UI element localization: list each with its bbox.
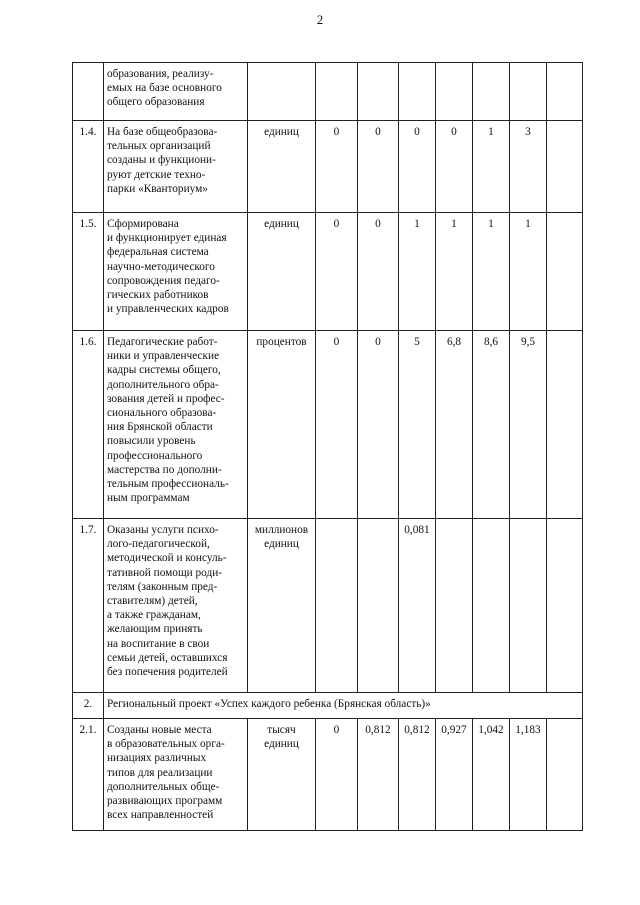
- value-cell: 1: [473, 213, 510, 331]
- value-cell: 1: [473, 121, 510, 213]
- value-cell: [399, 63, 436, 121]
- value-cell: 1,183: [510, 719, 547, 831]
- table-row: [73, 213, 583, 331]
- unit-of-measure: единиц: [248, 213, 316, 331]
- unit-of-measure: тысяч единиц: [248, 719, 316, 831]
- value-cell: 0: [399, 121, 436, 213]
- value-cell: 0,812: [358, 719, 399, 831]
- value-cell: 0: [358, 121, 399, 213]
- indicator-name: образования, реализу- емых на базе основного общего образования: [104, 63, 248, 121]
- value-cell: 0: [358, 331, 399, 519]
- value-cell: [358, 63, 399, 121]
- value-cell: [547, 519, 583, 693]
- table-row: [73, 719, 583, 831]
- indicator-name: На базе общеобразова- тельных организаций созданы и функциони- руют детские техно- парки «Кванториум»: [104, 121, 248, 213]
- unit-of-measure: [248, 63, 316, 121]
- value-cell: 1: [510, 213, 547, 331]
- value-cell: 0: [316, 719, 358, 831]
- value-cell: 0,081: [399, 519, 436, 693]
- table-row: [73, 121, 583, 213]
- value-cell: [547, 121, 583, 213]
- value-cell: [316, 519, 358, 693]
- value-cell: 0: [316, 213, 358, 331]
- value-cell: 5: [399, 331, 436, 519]
- value-cell: 0: [436, 121, 473, 213]
- table-row: [73, 331, 583, 519]
- indicator-name: Созданы новые места в образовательных орга- низациях различных типов для реализации дополнительных обще- развивающих программ всех направленностей: [104, 719, 248, 831]
- value-cell: 1,042: [473, 719, 510, 831]
- value-cell: [436, 63, 473, 121]
- value-cell: 0: [358, 213, 399, 331]
- row-number: 1.6.: [73, 331, 104, 519]
- row-number: 2.: [73, 693, 104, 719]
- row-number: [73, 63, 104, 121]
- value-cell: [473, 519, 510, 693]
- row-number: 1.4.: [73, 121, 104, 213]
- value-cell: 6,8: [436, 331, 473, 519]
- unit-of-measure: процентов: [248, 331, 316, 519]
- value-cell: 1: [436, 213, 473, 331]
- value-cell: 9,5: [510, 331, 547, 519]
- indicator-name: Сформирована и функционирует единая федеральная система научно-методического сопровождения педаго- гических работников и управленческих кадров: [104, 213, 248, 331]
- value-cell: [547, 719, 583, 831]
- value-cell: [510, 519, 547, 693]
- page-number: 2: [316, 12, 324, 27]
- row-number: 1.5.: [73, 213, 104, 331]
- value-cell: [510, 63, 547, 121]
- value-cell: 8,6: [473, 331, 510, 519]
- unit-of-measure: единиц: [248, 121, 316, 213]
- table-row: [73, 63, 583, 121]
- unit-of-measure: миллионов единиц: [248, 519, 316, 693]
- value-cell: 0: [316, 331, 358, 519]
- value-cell: 0,812: [399, 719, 436, 831]
- value-cell: [316, 63, 358, 121]
- section-title: Региональный проект «Успех каждого ребенка (Брянская область)»: [104, 693, 583, 719]
- value-cell: 0: [316, 121, 358, 213]
- value-cell: 1: [399, 213, 436, 331]
- value-cell: [473, 63, 510, 121]
- value-cell: 0,927: [436, 719, 473, 831]
- table-row: [73, 519, 583, 693]
- value-cell: [547, 63, 583, 121]
- indicators-table: [72, 62, 583, 831]
- value-cell: [358, 519, 399, 693]
- value-cell: 3: [510, 121, 547, 213]
- indicator-name: Педагогические работ- ники и управленческие кадры системы общего, дополнительного обра- зования детей и профес- сионального образова- ния Брянской области повысили уровень профессионального мастерства по дополни- тельным профессиональ- ным программам: [104, 331, 248, 519]
- value-cell: [436, 519, 473, 693]
- indicator-name: Оказаны услуги психо- лого-педагогической, методической и консуль- тативной помощи роди- телям (законным пред- ставителям) детей, а также гражданам, желающим принять на воспитание в свои семьи детей, оставшихся без попечения родителей: [104, 519, 248, 693]
- row-number: 2.1.: [73, 719, 104, 831]
- value-cell: [547, 331, 583, 519]
- row-number: 1.7.: [73, 519, 104, 693]
- value-cell: [547, 213, 583, 331]
- table-row: [73, 693, 583, 719]
